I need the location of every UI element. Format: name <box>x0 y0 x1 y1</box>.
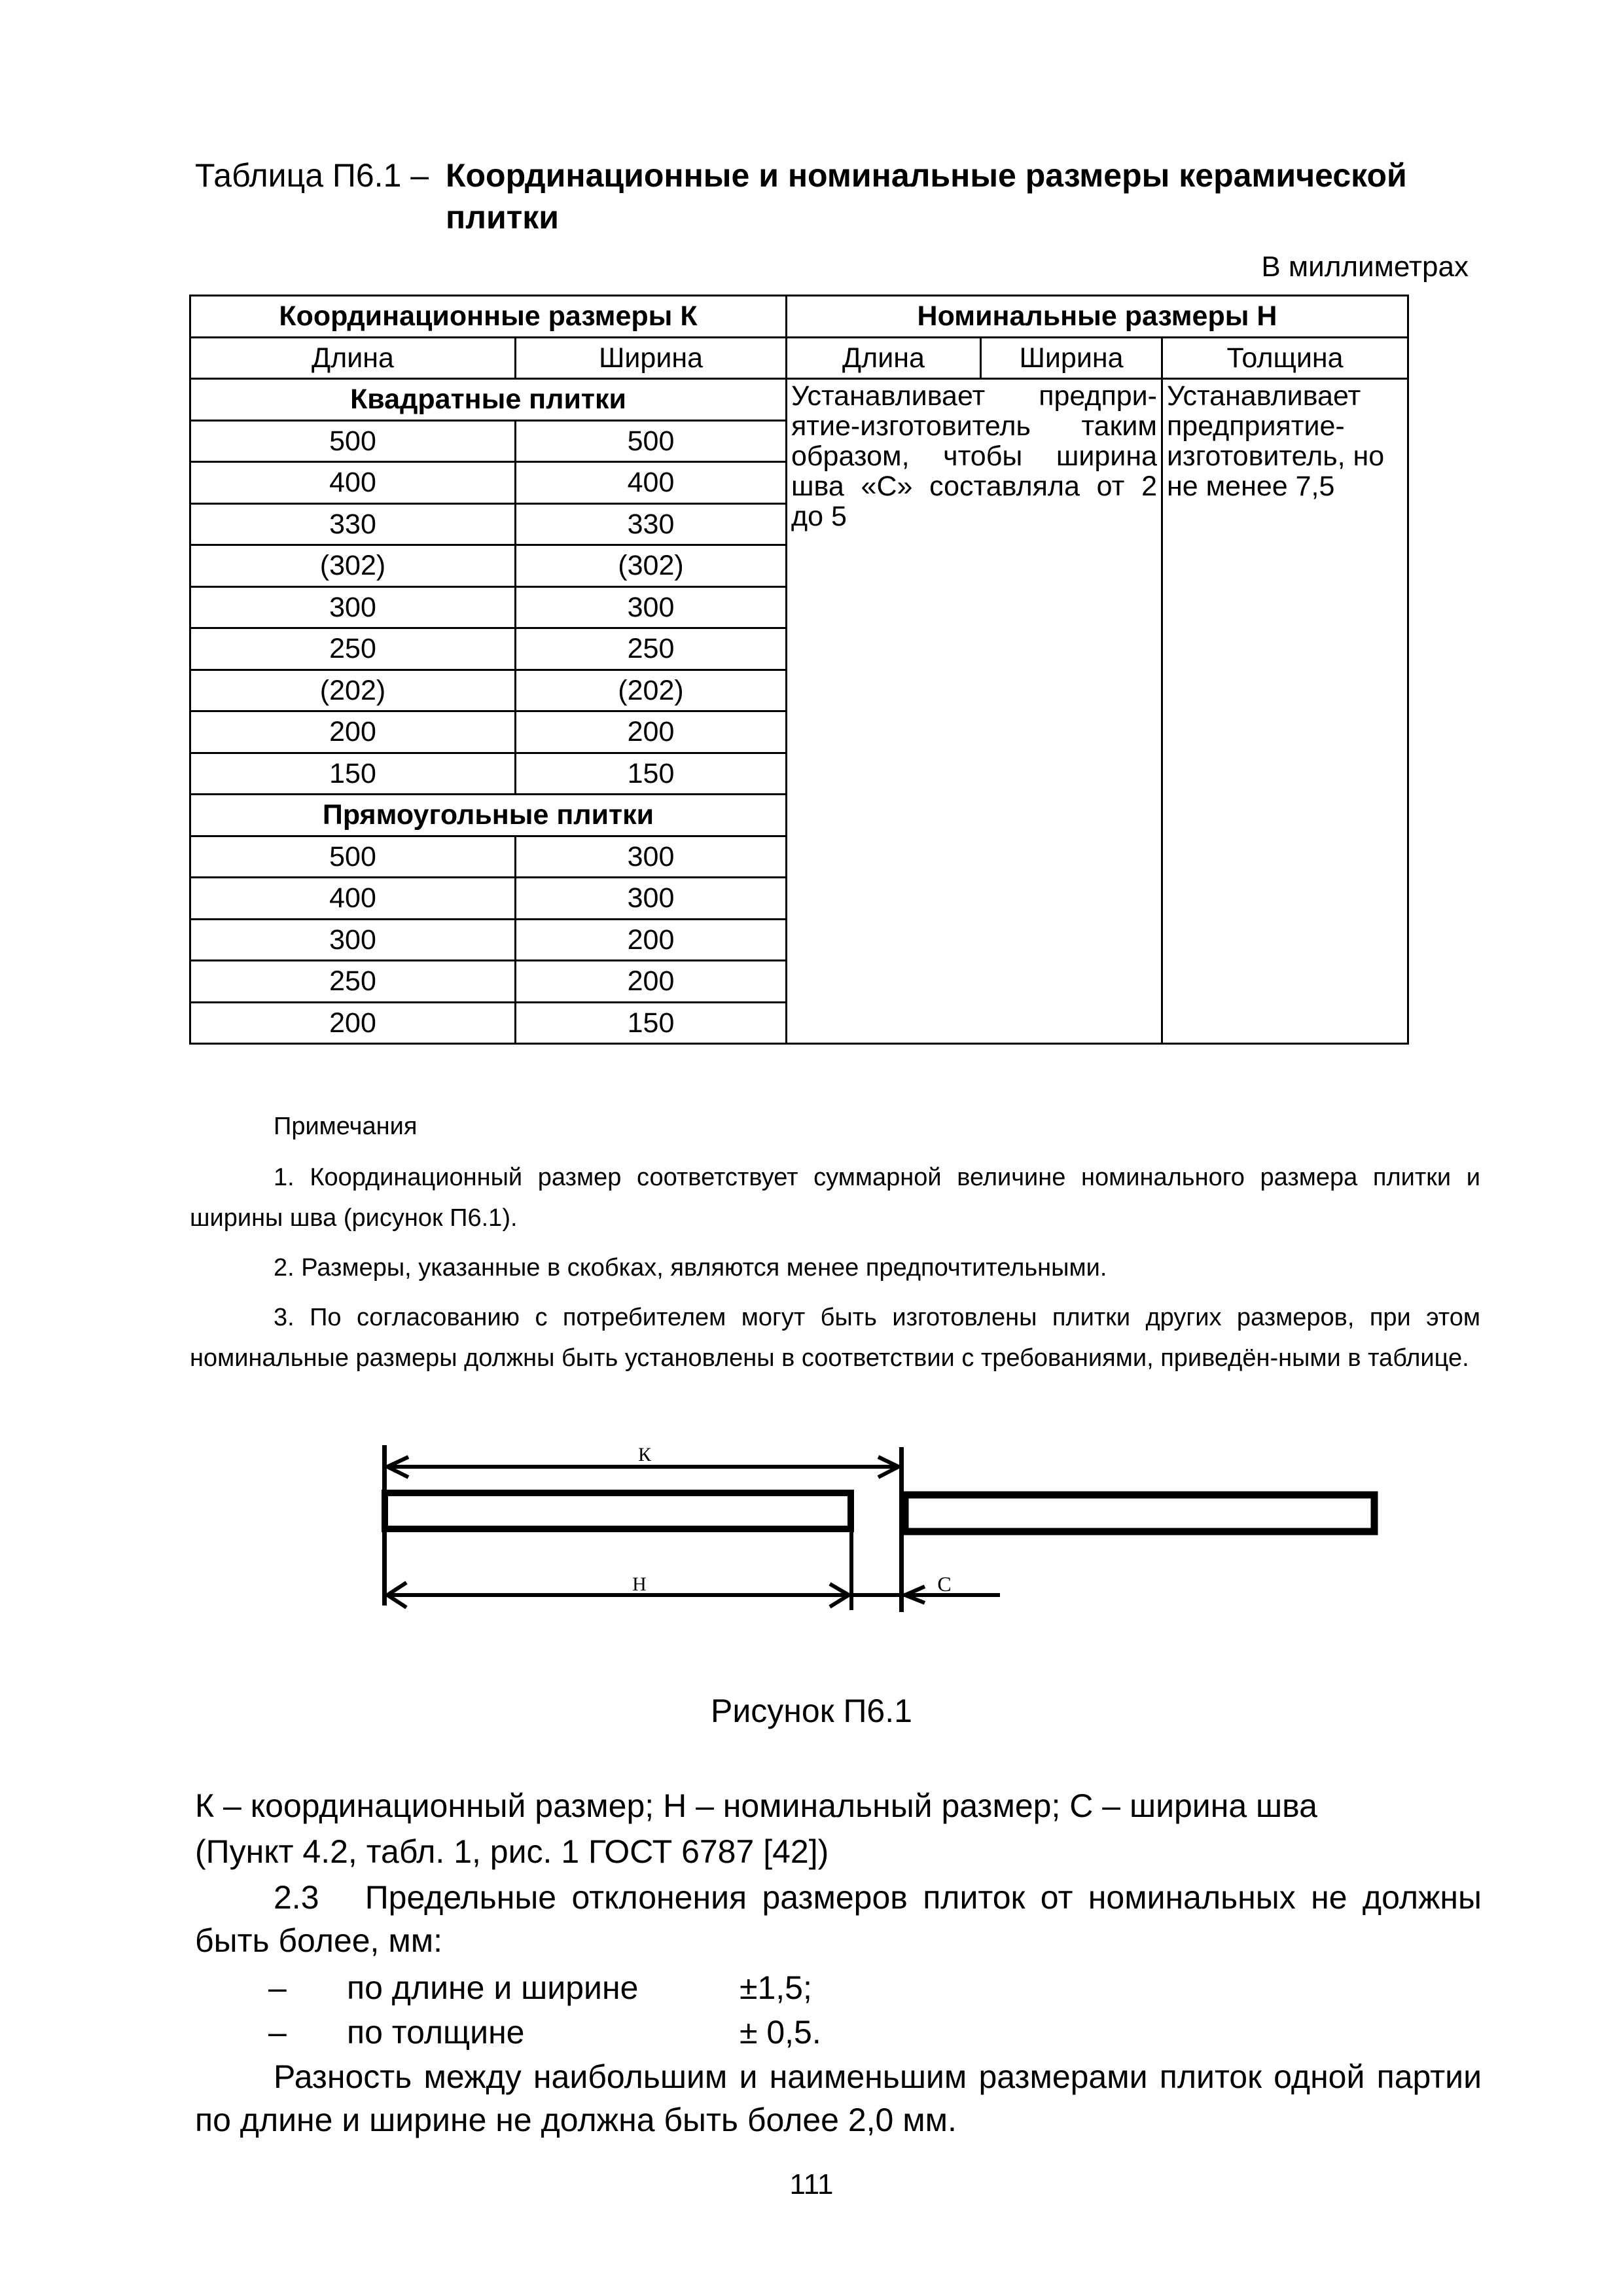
cell-length: 250 <box>190 628 516 670</box>
cell-width: 400 <box>516 462 787 504</box>
cell-length: 300 <box>190 919 516 961</box>
list-dash: – <box>268 1969 287 2006</box>
cell-length: 330 <box>190 503 516 545</box>
label-h: Н <box>632 1573 647 1595</box>
cell-width: 500 <box>516 420 787 462</box>
section-2-3-paragraph <box>195 1876 1482 1962</box>
header-k-width: Ширина <box>516 337 787 379</box>
cell-width: 300 <box>516 836 787 878</box>
cell-width: 250 <box>516 628 787 670</box>
table-title-prefix: Таблица П6.1 – <box>195 157 429 194</box>
source-reference: (Пункт 4.2, табл. 1, рис. 1 ГОСТ 6787 [42]) <box>195 1833 829 1870</box>
table-title-main: Координационные и номинальные размеры керамической <box>446 157 1407 194</box>
notes-heading: Примечания <box>274 1113 418 1140</box>
label-c: С <box>937 1572 952 1596</box>
cell-width: 150 <box>516 753 787 795</box>
tile-left <box>385 1493 851 1529</box>
tolerance-value: ± 0,5. <box>740 2014 821 2051</box>
tolerance-value: ±1,5; <box>740 1969 812 2006</box>
cell-width: 200 <box>516 961 787 1003</box>
header-k-length: Длина <box>190 337 516 379</box>
nominal-length-width-note: Устанавливает предпри-ятие-изготовитель таким образом, чтобы ширина шва «С» составляла от 2 до 5 <box>787 379 1162 1044</box>
cell-length: 500 <box>190 420 516 462</box>
cell-length: 500 <box>190 836 516 878</box>
cell-length: (302) <box>190 545 516 587</box>
header-h-width: Ширина <box>981 337 1162 379</box>
note-item: 1. Координационный размер соответствует суммарной величине номинального размера плитки и ширины шва (рисунок П6.1). <box>190 1164 1480 1232</box>
section-text: Предельные отклонения размеров плиток от номинальных не должны быть более, мм: <box>195 1879 1482 1959</box>
header-h-thickness: Толщина <box>1162 337 1408 379</box>
cell-length: 300 <box>190 586 516 628</box>
cell-width: 330 <box>516 503 787 545</box>
nominal-thickness-note: Устанавливает предприятие-изготовитель, но не менее 7,5 <box>1162 379 1408 1044</box>
cell-width: (302) <box>516 545 787 587</box>
tile-right <box>905 1495 1374 1532</box>
cell-width: 150 <box>516 1002 787 1044</box>
cell-length: 250 <box>190 961 516 1003</box>
table-title-line2: плитки <box>446 199 559 236</box>
cell-length: 400 <box>190 462 516 504</box>
note-item: 2. Размеры, указанные в скобках, являются менее предпочтительными. <box>274 1254 1107 1282</box>
cell-width: 300 <box>516 878 787 920</box>
section-rect-label: Прямоугольные плитки <box>190 795 787 836</box>
cell-length: 150 <box>190 753 516 795</box>
section-square-label: Квадратные плитки <box>190 379 787 421</box>
header-coordination: Координационные размеры К <box>190 296 787 338</box>
cell-width: 300 <box>516 586 787 628</box>
cell-length: 400 <box>190 878 516 920</box>
list-dash: – <box>268 2014 287 2051</box>
tolerance-label: по толщине <box>347 2014 525 2051</box>
cell-length: (202) <box>190 670 516 711</box>
cell-width: 200 <box>516 711 787 753</box>
label-k: К <box>637 1444 652 1465</box>
cell-width: (202) <box>516 670 787 711</box>
header-nominal: Номинальные размеры Н <box>787 296 1408 338</box>
closing-paragraph: Разность между наибольшим и наименьшим размерами плиток одной партии по длине и ширине не должна быть более 2,0 мм. <box>195 2058 1482 2138</box>
page-number: 111 <box>789 2168 834 2200</box>
cell-length: 200 <box>190 1002 516 1044</box>
figure-legend: К – координационный размер; Н – номинальный размер; С – ширина шва <box>195 1787 1317 1824</box>
section-number: 2.3 <box>274 1879 319 1916</box>
figure-caption: Рисунок П6.1 <box>711 1693 912 1729</box>
tolerance-label: по длине и ширине <box>347 1969 639 2006</box>
cell-length: 200 <box>190 711 516 753</box>
header-h-length: Длина <box>787 337 981 379</box>
note-item: 3. По согласованию с потребителем могут быть изготовлены плитки других размеров, при этом номинальные размеры должны быть установлены в соответствии с требованиями, приведён-ными в таблице. <box>190 1304 1480 1372</box>
units-label: В миллиметрах <box>1261 251 1469 283</box>
cell-width: 200 <box>516 919 787 961</box>
